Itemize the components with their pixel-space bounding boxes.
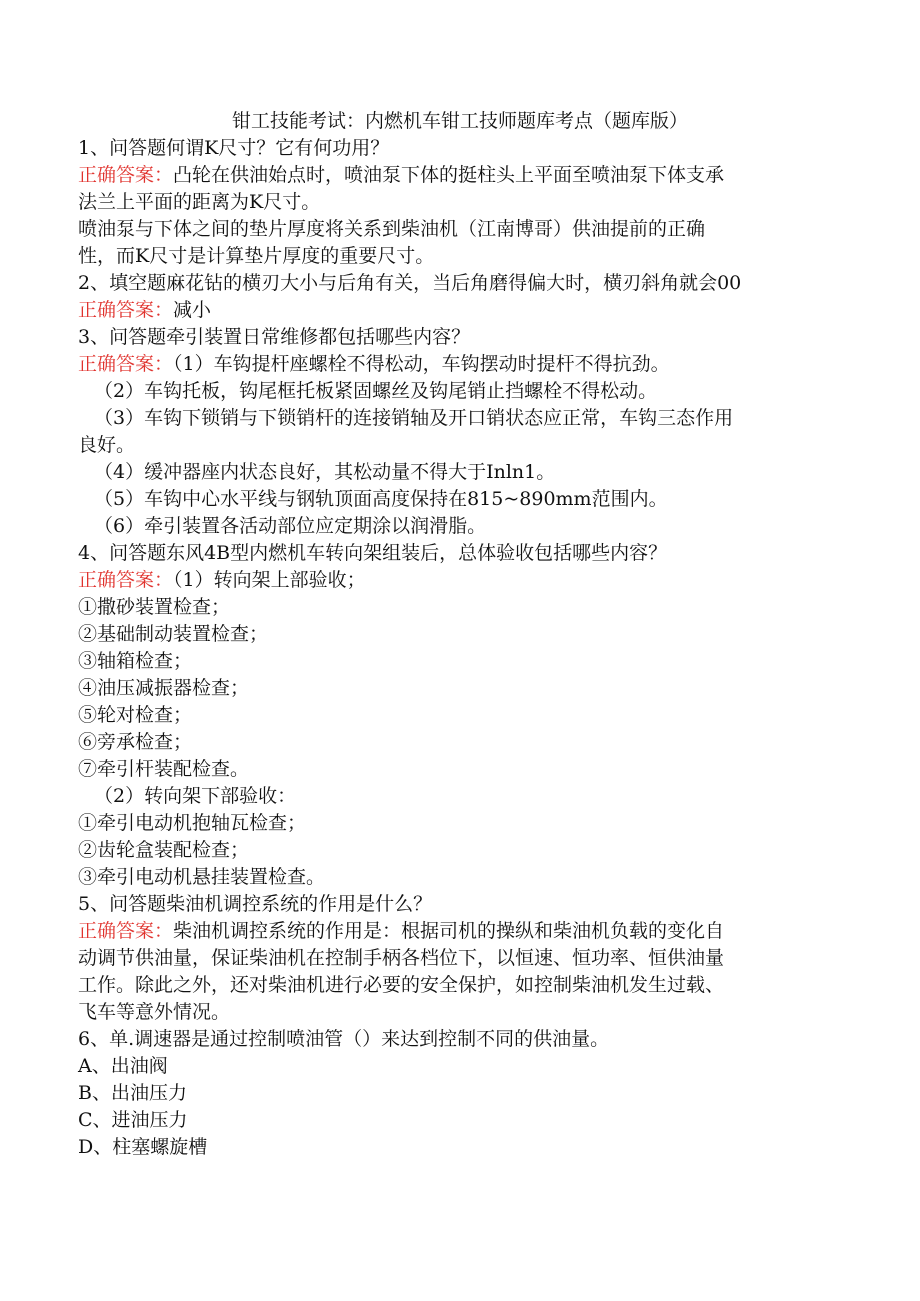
answer-4-lower-heading: （2）转向架下部验收： — [94, 785, 297, 807]
answer-4-lower-item: ①牵引电动机抱轴瓦检查； — [78, 812, 307, 834]
answer-label: 正确答案： — [78, 164, 174, 186]
answer-3-item-5: （5）车钩中心水平线与钢轨顶面高度保持在815~890mm范围内。 — [94, 488, 668, 510]
document-body — [78, 135, 823, 1161]
answer-4-upper-item: ②基础制动装置检查； — [78, 623, 269, 645]
answer-4-upper-item: ③轴箱检查； — [78, 650, 193, 672]
answer-2-line — [78, 297, 823, 324]
answer-4-lower-item: ③牵引电动机悬挂装置检查。 — [78, 866, 326, 888]
question-2: 2、填空题麻花钻的横刃大小与后角有关，当后角磨得偏大时，横刃斜角就会00 — [78, 272, 742, 294]
answer-1-line-3: 喷油泵与下体之间的垫片厚度将关系到柴油机（江南博哥）供油提前的正确 — [78, 218, 706, 240]
answer-4-upper-item: ①撒砂装置检查； — [78, 596, 231, 618]
answer-5-text: 柴油机调控系统的作用是：根据司机的操纵和柴油机负载的变化自 — [173, 920, 725, 942]
answer-1-line-2: 法兰上平面的距离为K尺寸。 — [78, 191, 321, 213]
answer-4-upper-item: ⑥旁承检查； — [78, 731, 193, 753]
answer-3-item-4: （4）缓冲器座内状态良好，其松动量不得大于Inln1。 — [94, 461, 556, 483]
question-5: 5、问答题柴油机调控系统的作用是什么？ — [78, 893, 433, 915]
answer-label: 正确答案： — [78, 920, 174, 942]
answer-5-line — [78, 918, 823, 945]
option-d: D、柱塞螺旋槽 — [78, 1136, 208, 1158]
answer-5-line-4: 飞车等意外情况。 — [78, 1001, 231, 1023]
answer-1-text: 凸轮在供油始点时，喷油泵下体的挺柱头上平面至喷油泵下体支承 — [173, 164, 725, 186]
answer-4-upper-item: ⑦牵引杆装配检查。 — [78, 758, 250, 780]
option-c: C、进油压力 — [78, 1109, 188, 1131]
question-3: 3、问答题牵引装置日常维修都包括哪些内容？ — [78, 326, 471, 348]
answer-2-text: 减小 — [173, 299, 212, 321]
answer-label: 正确答案： — [78, 569, 174, 591]
answer-3-line — [78, 351, 823, 378]
answer-4-text: （1）转向架上部验收； — [173, 569, 366, 591]
answer-4-line — [78, 567, 823, 594]
answer-label: 正确答案： — [78, 299, 174, 321]
answer-4-upper-item: ⑤轮对检查； — [78, 704, 193, 726]
answer-3-item-2: （2）车钩托板，钩尾框托板紧固螺丝及钩尾销止挡螺栓不得松动。 — [94, 380, 658, 402]
answer-5-line-2: 动调节供油量，保证柴油机在控制手柄各档位下，以恒速、恒功率、恒供油量 — [78, 947, 725, 969]
question-6: 6、单.调速器是通过控制喷油管（）来达到控制不同的供油量。 — [78, 1028, 610, 1050]
option-b: B、出油压力 — [78, 1082, 187, 1104]
answer-1-line-4: 性，而K尺寸是计算垫片厚度的重要尺寸。 — [78, 245, 435, 267]
answer-3-item-3: （3）车钩下锁销与下锁销杆的连接销轴及开口销状态应正常，车钩三态作用 — [94, 407, 734, 429]
answer-label: 正确答案： — [78, 353, 174, 375]
answer-3-item-3-cont: 良好。 — [78, 434, 136, 456]
answer-4-upper-item: ④油压减振器检查； — [78, 677, 250, 699]
answer-3-text: （1）车钩提杆座螺栓不得松动，车钩摆动时提杆不得抗劲。 — [173, 353, 670, 375]
answer-1-line — [78, 162, 823, 189]
option-a: A、出油阀 — [78, 1055, 168, 1077]
question-4: 4、问答题东风4B型内燃机车转向架组装后，总体验收包括哪些内容？ — [78, 542, 668, 564]
question-1: 1、问答题何谓K尺寸？它有何功用？ — [78, 137, 390, 159]
answer-4-lower-item: ②齿轮盒装配检查； — [78, 839, 250, 861]
answer-3-item-6: （6）牵引装置各活动部位应定期涂以润滑脂。 — [94, 515, 487, 537]
document-title: 钳工技能考试：内燃机车钳工技师题库考点（题库版） — [231, 110, 688, 132]
answer-5-line-3: 工作。除此之外，还对柴油机进行必要的安全保护，如控制柴油机发生过载、 — [78, 974, 725, 996]
